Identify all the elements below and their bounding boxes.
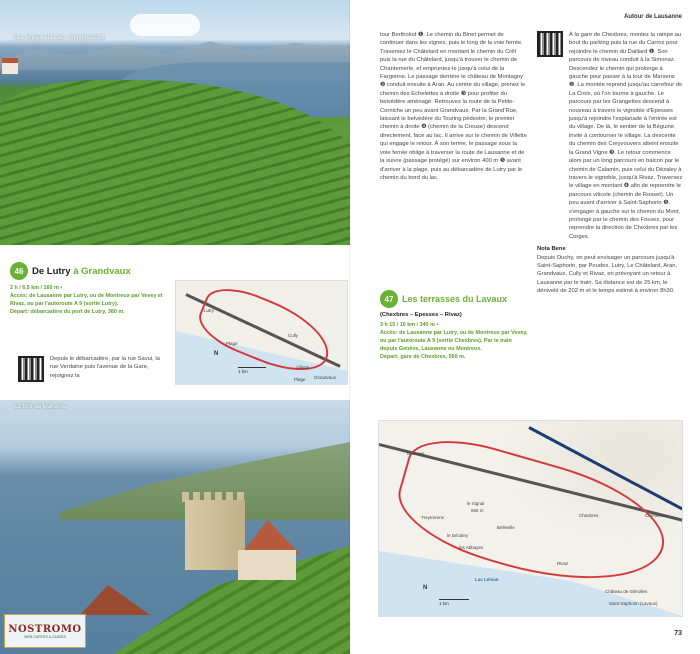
route-number-badge: 46 [10,262,28,280]
route-47-block [380,290,528,361]
publisher-logo [4,614,86,648]
map-label: les Abbayes [459,545,484,550]
route-access: Accès: de Lausanne par Lutry, ou de Montreux par Vevey et Rivaz, ou par l'autoroute A 9 (sortie Lutry). [10,293,163,307]
page-number: 73 [674,630,682,637]
route-number-badge: 47 [380,290,398,308]
map-label: Plage [226,341,238,346]
map-label: Villette [296,365,310,370]
map-label: Rivaz [557,561,569,566]
route-title-start: De Lutry [32,265,74,277]
map-label: Cully [288,333,299,338]
north-arrow-icon: N [423,585,428,591]
running-header: Autour de Lausanne [623,14,682,20]
route-46-block [10,262,178,316]
map-label: Lac Léman [475,577,499,582]
map-label: Château de Glérolles [605,589,648,594]
route-46-description: tour Bertholod ❶. Le chemin du Binet permet de continuer dans les vignes, puis le long de la voie ferrée. Traversez le Châtelard en montant le chemin du Crêt puis la rue du Châtelard, jusqu'à trouver le chemin de Chantemerle, et empruntez-le jusqu'à celui de la Fargonne. Le passage derrière le château de Montagny ❷ conduit ensuite à Aran. Au centre du village, prenez le chemin des Echelettes à droite ❸ pour profiter du belvédère aménagé. Retrouvez la route de la Petite-Corniche un peu avant Grandvaux. Par la Grand'Rue, laissant le belvédère du Touring pédestre, le premier chemin à droite ❹ (chemin de la Creuse) descend directement, face au lac. Il arrive sur le chemin de Villette qui engage le retour. À son terme, le passage sous la voie ferrée oblige à traverser la route de Lausanne et de la suivre (passage protégé) sur environ 400 m ❺ avant d'arriver à la plage, puis au débarcadère de Lutry par le chemin du bord du lac. [380,32,527,181]
wall-shape [238,550,296,580]
route-47-description: À la gare de Chexbres, montez la rampe au bout du parking puis la rue du Carroz pour rejoindre le chemin du Daillard ❶. Son parcours de niveau conduit à la Simonaz. Descendez le chemin qui prolonge à gauche pour passer à la tour de Marsens ❷. La montée reprend jusqu'au carrefour de La Croix, où l'on tourne à gauche. Le parcours par les Grangettes descend à nouveau à travers le vignoble d'Epesses jusqu'à rejoindre l'esplanade à l'entrée est du village. De là, le sentier de la Béguine invite à contourner le village. La descente du chemin des Creyvouvers atteint ensuite la Grand Vigne ❸. Le retour commence alors par un long parcours en balcon par le chemin de Calamin, puis celui du Dézaley à travers le vignoble, jusqu'à Rivaz. Traversez le village en montant ❹ afin de reprendre le parcours viticole (chemin de Rosset). Un peu avant d'arriver à Saint-Saphorin ❺, s'engager à gauche sur le chemin du Mont, prolongé par le chemin des Fosses, pour reprendre la direction de Chexbres par les Corges. [569,32,683,240]
route-46-intro-text: Depuis le débarcadère, par la rue Savui, la rue Verdaine puis l'avenue de la Gare, rejoignez la [50,356,160,379]
route-stats: 2 h / 6,5 km / 160 m • [10,285,63,291]
map-label: Plage [294,377,306,382]
logo-name: NOSTROMO [8,623,82,635]
cloud-shape [130,14,200,36]
route-subtitle: (Chexbres – Epesses – Rivaz) [380,312,462,318]
map-label: Saint-Saphorin (Lavaux) [609,601,658,606]
photo-caption-vineyard: Les vignes et le lac, omniprésents. [14,35,107,41]
logo-tagline: WEB CARTES & GUIDES [24,634,66,639]
tower-shape [185,500,245,570]
qr-code[interactable] [18,356,44,382]
route-stats: 3 h 15 / 10 km / 340 m • [380,322,439,328]
route-title [32,266,131,277]
map-label: Cremières [645,513,666,518]
route-title: Les terrasses du Lavaux [402,294,508,304]
north-arrow-icon: N [214,351,219,357]
map-label: Epesses [407,451,425,456]
route-title-accent: à Grandvaux [73,265,131,277]
map-label: Grandvaux [314,375,337,380]
route-46-header [10,262,178,280]
map-label: le Signal [467,501,485,506]
map-label: Chexbres [579,513,599,518]
nota-bene-text: Depuis Ouchy, on peut envisager un parcours jusqu'à Saint-Saphorin, par Poudex, Lutry, Le Châtelard, Aran, Grandvaux, Cully et Rivaz, en prévoyant un retour à Lausanne par le train. Sa distance est de 25 km, le dénivelé de 202 m et le temps estimé à environ 8h30. [537,254,678,295]
roof-shape [80,585,150,615]
map-label: Lutry [204,308,215,313]
route-start: Départ: gare de Chexbres, 560 m. [380,354,466,360]
map-label: Treytorrens [421,515,444,520]
photo-caption-tower: La tour de Marsens. [14,404,68,410]
route-47-column [537,31,683,296]
map-scale: 1 km [238,367,266,374]
route-47-map [378,420,683,617]
map-label: le Dézaley [447,533,469,538]
route-46-map [175,280,348,385]
route-47-header [380,290,528,308]
house-shape [2,58,18,74]
nota-bene-title: Nota Bene [537,246,566,253]
route-access: Accès: de Lausanne par Lutry, ou de Montreux par Vevey, ou par l'autoroute A 9 (sortie Chexbres). Par le train depuis Genève, Lausanne ou Montreux. [380,330,528,352]
map-label: Belleville [497,525,515,530]
map-scale: 1 km [439,599,469,606]
route-start: Départ: débarcadère du port de Lutry, 380 m. [10,309,125,315]
map-label: 656 m [471,508,484,513]
